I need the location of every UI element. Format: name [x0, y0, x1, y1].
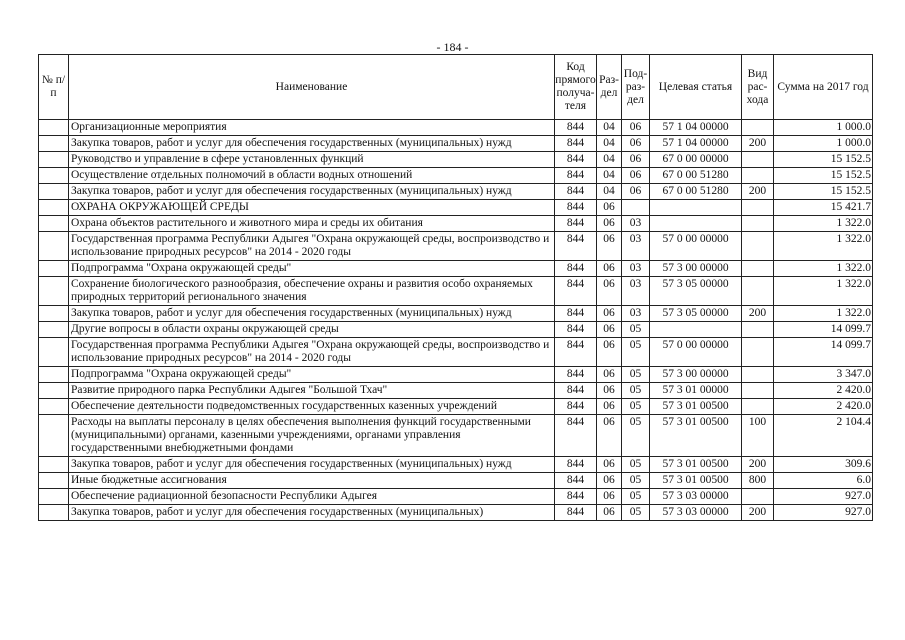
row-exp-type [742, 152, 774, 168]
row-code: 844 [555, 200, 597, 216]
row-code: 844 [555, 322, 597, 338]
row-target: 67 0 00 51280 [650, 184, 742, 200]
row-code: 844 [555, 136, 597, 152]
row-name: Расходы на выплаты персоналу в целях обеспечения выполнения функций государственными (муниципальными) органами, казенными учреждениями, органами управления государственными внебюджетными фондами [69, 415, 555, 457]
row-amount: 1 322.0 [774, 261, 873, 277]
row-amount: 1 322.0 [774, 277, 873, 306]
row-exp-type [742, 277, 774, 306]
row-num [39, 457, 69, 473]
row-section: 06 [597, 277, 622, 306]
row-section: 06 [597, 489, 622, 505]
row-exp-type: 200 [742, 505, 774, 521]
page-number: - 184 - [436, 40, 469, 54]
row-section: 06 [597, 338, 622, 367]
table-row [39, 232, 873, 261]
row-target: 67 0 00 51280 [650, 168, 742, 184]
row-target: 57 1 04 00000 [650, 120, 742, 136]
row-subsection: 03 [622, 306, 650, 322]
row-code: 844 [555, 399, 597, 415]
row-section: 04 [597, 120, 622, 136]
row-target: 57 3 00 00000 [650, 367, 742, 383]
row-section: 06 [597, 399, 622, 415]
row-num [39, 399, 69, 415]
row-target: 57 3 00 00000 [650, 261, 742, 277]
row-section: 06 [597, 216, 622, 232]
row-exp-type [742, 261, 774, 277]
row-subsection: 05 [622, 367, 650, 383]
row-name: Подпрограмма "Охрана окружающей среды" [69, 261, 555, 277]
header-target: Целевая статья [650, 55, 742, 120]
row-num [39, 367, 69, 383]
row-num [39, 277, 69, 306]
row-code: 844 [555, 277, 597, 306]
row-exp-type: 200 [742, 136, 774, 152]
row-name: Закупка товаров, работ и услуг для обеспечения государственных (муниципальных) нужд [69, 457, 555, 473]
row-code: 844 [555, 120, 597, 136]
row-section: 06 [597, 457, 622, 473]
row-num [39, 415, 69, 457]
row-code: 844 [555, 415, 597, 457]
row-exp-type [742, 489, 774, 505]
table-row [39, 367, 873, 383]
row-exp-type [742, 120, 774, 136]
header-subsection: Под-раз-дел [622, 55, 650, 120]
row-subsection: 05 [622, 322, 650, 338]
row-code: 844 [555, 505, 597, 521]
row-subsection: 05 [622, 383, 650, 399]
row-section: 06 [597, 415, 622, 457]
row-section: 06 [597, 505, 622, 521]
row-amount: 14 099.7 [774, 322, 873, 338]
row-code: 844 [555, 184, 597, 200]
row-code: 844 [555, 261, 597, 277]
table-row [39, 505, 873, 521]
row-name: Государственная программа Республики Адыгея "Охрана окружающей среды, воспроизводство и использование природных ресурсов" на 2014 - 2020 годы [69, 232, 555, 261]
row-target: 67 0 00 00000 [650, 152, 742, 168]
row-amount: 1 000.0 [774, 136, 873, 152]
row-name: Подпрограмма "Охрана окружающей среды" [69, 367, 555, 383]
row-num [39, 136, 69, 152]
row-amount: 927.0 [774, 505, 873, 521]
table-row [39, 489, 873, 505]
row-amount: 2 420.0 [774, 399, 873, 415]
row-exp-type [742, 168, 774, 184]
row-name: Закупка товаров, работ и услуг для обеспечения государственных (муниципальных) нужд [69, 306, 555, 322]
table-row [39, 383, 873, 399]
row-code: 844 [555, 216, 597, 232]
row-name: Закупка товаров, работ и услуг для обеспечения государственных (муниципальных) нужд [69, 184, 555, 200]
row-subsection: 05 [622, 489, 650, 505]
row-subsection: 03 [622, 216, 650, 232]
row-subsection: 05 [622, 415, 650, 457]
row-num [39, 152, 69, 168]
row-num [39, 306, 69, 322]
row-target [650, 322, 742, 338]
row-amount: 15 152.5 [774, 184, 873, 200]
row-num [39, 505, 69, 521]
row-target [650, 216, 742, 232]
row-name: Охрана объектов растительного и животного мира и среды их обитания [69, 216, 555, 232]
table-row [39, 473, 873, 489]
row-code: 844 [555, 168, 597, 184]
row-subsection: 06 [622, 152, 650, 168]
row-code: 844 [555, 383, 597, 399]
row-amount: 1 322.0 [774, 306, 873, 322]
header-name: Наименование [69, 55, 555, 120]
row-num [39, 261, 69, 277]
row-amount: 1 322.0 [774, 232, 873, 261]
table-row [39, 261, 873, 277]
header-code: Код прямого получа-теля [555, 55, 597, 120]
row-name: Иные бюджетные ассигнования [69, 473, 555, 489]
row-exp-type: 800 [742, 473, 774, 489]
table-row [39, 120, 873, 136]
row-name: Государственная программа Республики Адыгея "Охрана окружающей среды, воспроизводство и использование природных ресурсов" на 2014 - 2020 годы [69, 338, 555, 367]
row-exp-type: 200 [742, 184, 774, 200]
row-subsection: 06 [622, 184, 650, 200]
row-target: 57 3 01 00500 [650, 457, 742, 473]
row-subsection: 03 [622, 232, 650, 261]
row-code: 844 [555, 489, 597, 505]
row-name: ОХРАНА ОКРУЖАЮЩЕЙ СРЕДЫ [69, 200, 555, 216]
row-exp-type: 200 [742, 457, 774, 473]
row-target: 57 3 05 00000 [650, 306, 742, 322]
row-exp-type [742, 367, 774, 383]
row-amount: 15 152.5 [774, 168, 873, 184]
row-num [39, 322, 69, 338]
row-exp-type [742, 322, 774, 338]
header-amount: Сумма на 2017 год [774, 55, 873, 120]
row-target: 57 0 00 00000 [650, 232, 742, 261]
row-name: Сохранение биологического разнообразия, обеспечение охраны и развития особо охраняемых природных территорий регионального значения [69, 277, 555, 306]
row-target: 57 3 03 00000 [650, 505, 742, 521]
row-subsection: 05 [622, 399, 650, 415]
row-code: 844 [555, 367, 597, 383]
row-exp-type [742, 232, 774, 261]
table-row [39, 136, 873, 152]
row-code: 844 [555, 473, 597, 489]
row-num [39, 168, 69, 184]
row-subsection [622, 200, 650, 216]
row-section: 06 [597, 383, 622, 399]
table-row [39, 306, 873, 322]
row-section: 06 [597, 261, 622, 277]
row-subsection: 05 [622, 457, 650, 473]
row-target [650, 200, 742, 216]
header-exp-type: Вид рас-хода [742, 55, 774, 120]
table-row [39, 322, 873, 338]
row-name: Руководство и управление в сфере установленных функций [69, 152, 555, 168]
row-section: 06 [597, 232, 622, 261]
row-num [39, 184, 69, 200]
row-subsection: 05 [622, 505, 650, 521]
row-name: Обеспечение деятельности подведомственных государственных казенных учреждений [69, 399, 555, 415]
row-name: Обеспечение радиационной безопасности Республики Адыгея [69, 489, 555, 505]
row-exp-type: 200 [742, 306, 774, 322]
table-row [39, 168, 873, 184]
table-row [39, 399, 873, 415]
row-subsection: 06 [622, 136, 650, 152]
row-num [39, 200, 69, 216]
table-row [39, 415, 873, 457]
row-amount: 14 099.7 [774, 338, 873, 367]
row-target: 57 0 00 00000 [650, 338, 742, 367]
row-target: 57 3 01 00500 [650, 473, 742, 489]
row-target: 57 3 05 00000 [650, 277, 742, 306]
row-subsection: 06 [622, 120, 650, 136]
row-code: 844 [555, 338, 597, 367]
row-section: 06 [597, 306, 622, 322]
row-num [39, 120, 69, 136]
row-amount: 309.6 [774, 457, 873, 473]
row-section: 06 [597, 200, 622, 216]
row-num [39, 338, 69, 367]
row-section: 06 [597, 367, 622, 383]
row-exp-type [742, 216, 774, 232]
row-target: 57 3 03 00000 [650, 489, 742, 505]
row-code: 844 [555, 457, 597, 473]
row-section: 04 [597, 152, 622, 168]
row-num [39, 473, 69, 489]
row-name: Закупка товаров, работ и услуг для обеспечения государственных (муниципальных) нужд [69, 136, 555, 152]
row-amount: 15 152.5 [774, 152, 873, 168]
row-subsection: 03 [622, 261, 650, 277]
row-section: 04 [597, 168, 622, 184]
row-num [39, 232, 69, 261]
header-num: № п/п [39, 55, 69, 120]
row-subsection: 03 [622, 277, 650, 306]
row-code: 844 [555, 306, 597, 322]
row-subsection: 05 [622, 473, 650, 489]
row-exp-type [742, 399, 774, 415]
row-amount: 3 347.0 [774, 367, 873, 383]
row-target: 57 3 01 00500 [650, 399, 742, 415]
table-row [39, 277, 873, 306]
row-name: Развитие природного парка Республики Адыгея "Большой Тхач" [69, 383, 555, 399]
row-target: 57 1 04 00000 [650, 136, 742, 152]
row-name: Организационные мероприятия [69, 120, 555, 136]
row-code: 844 [555, 152, 597, 168]
row-amount: 15 421.7 [774, 200, 873, 216]
row-subsection: 06 [622, 168, 650, 184]
table-row [39, 216, 873, 232]
row-name: Осуществление отдельных полномочий в области водных отношений [69, 168, 555, 184]
table-row [39, 152, 873, 168]
row-num [39, 383, 69, 399]
header-section: Раз-дел [597, 55, 622, 120]
header-row [39, 55, 873, 120]
row-amount: 2 420.0 [774, 383, 873, 399]
row-amount: 6.0 [774, 473, 873, 489]
row-name: Закупка товаров, работ и услуг для обеспечения государственных (муниципальных) [69, 505, 555, 521]
row-amount: 927.0 [774, 489, 873, 505]
row-section: 06 [597, 322, 622, 338]
table-row [39, 184, 873, 200]
row-subsection: 05 [622, 338, 650, 367]
row-amount: 1 322.0 [774, 216, 873, 232]
row-section: 04 [597, 136, 622, 152]
row-name: Другие вопросы в области охраны окружающей среды [69, 322, 555, 338]
row-section: 04 [597, 184, 622, 200]
table-row [39, 338, 873, 367]
row-exp-type [742, 383, 774, 399]
row-exp-type: 100 [742, 415, 774, 457]
row-section: 06 [597, 473, 622, 489]
row-amount: 2 104.4 [774, 415, 873, 457]
row-num [39, 489, 69, 505]
row-exp-type [742, 200, 774, 216]
table-row [39, 200, 873, 216]
row-code: 844 [555, 232, 597, 261]
budget-table [38, 54, 873, 521]
table-row [39, 457, 873, 473]
row-num [39, 216, 69, 232]
row-target: 57 3 01 00000 [650, 383, 742, 399]
row-amount: 1 000.0 [774, 120, 873, 136]
row-exp-type [742, 338, 774, 367]
row-target: 57 3 01 00500 [650, 415, 742, 457]
